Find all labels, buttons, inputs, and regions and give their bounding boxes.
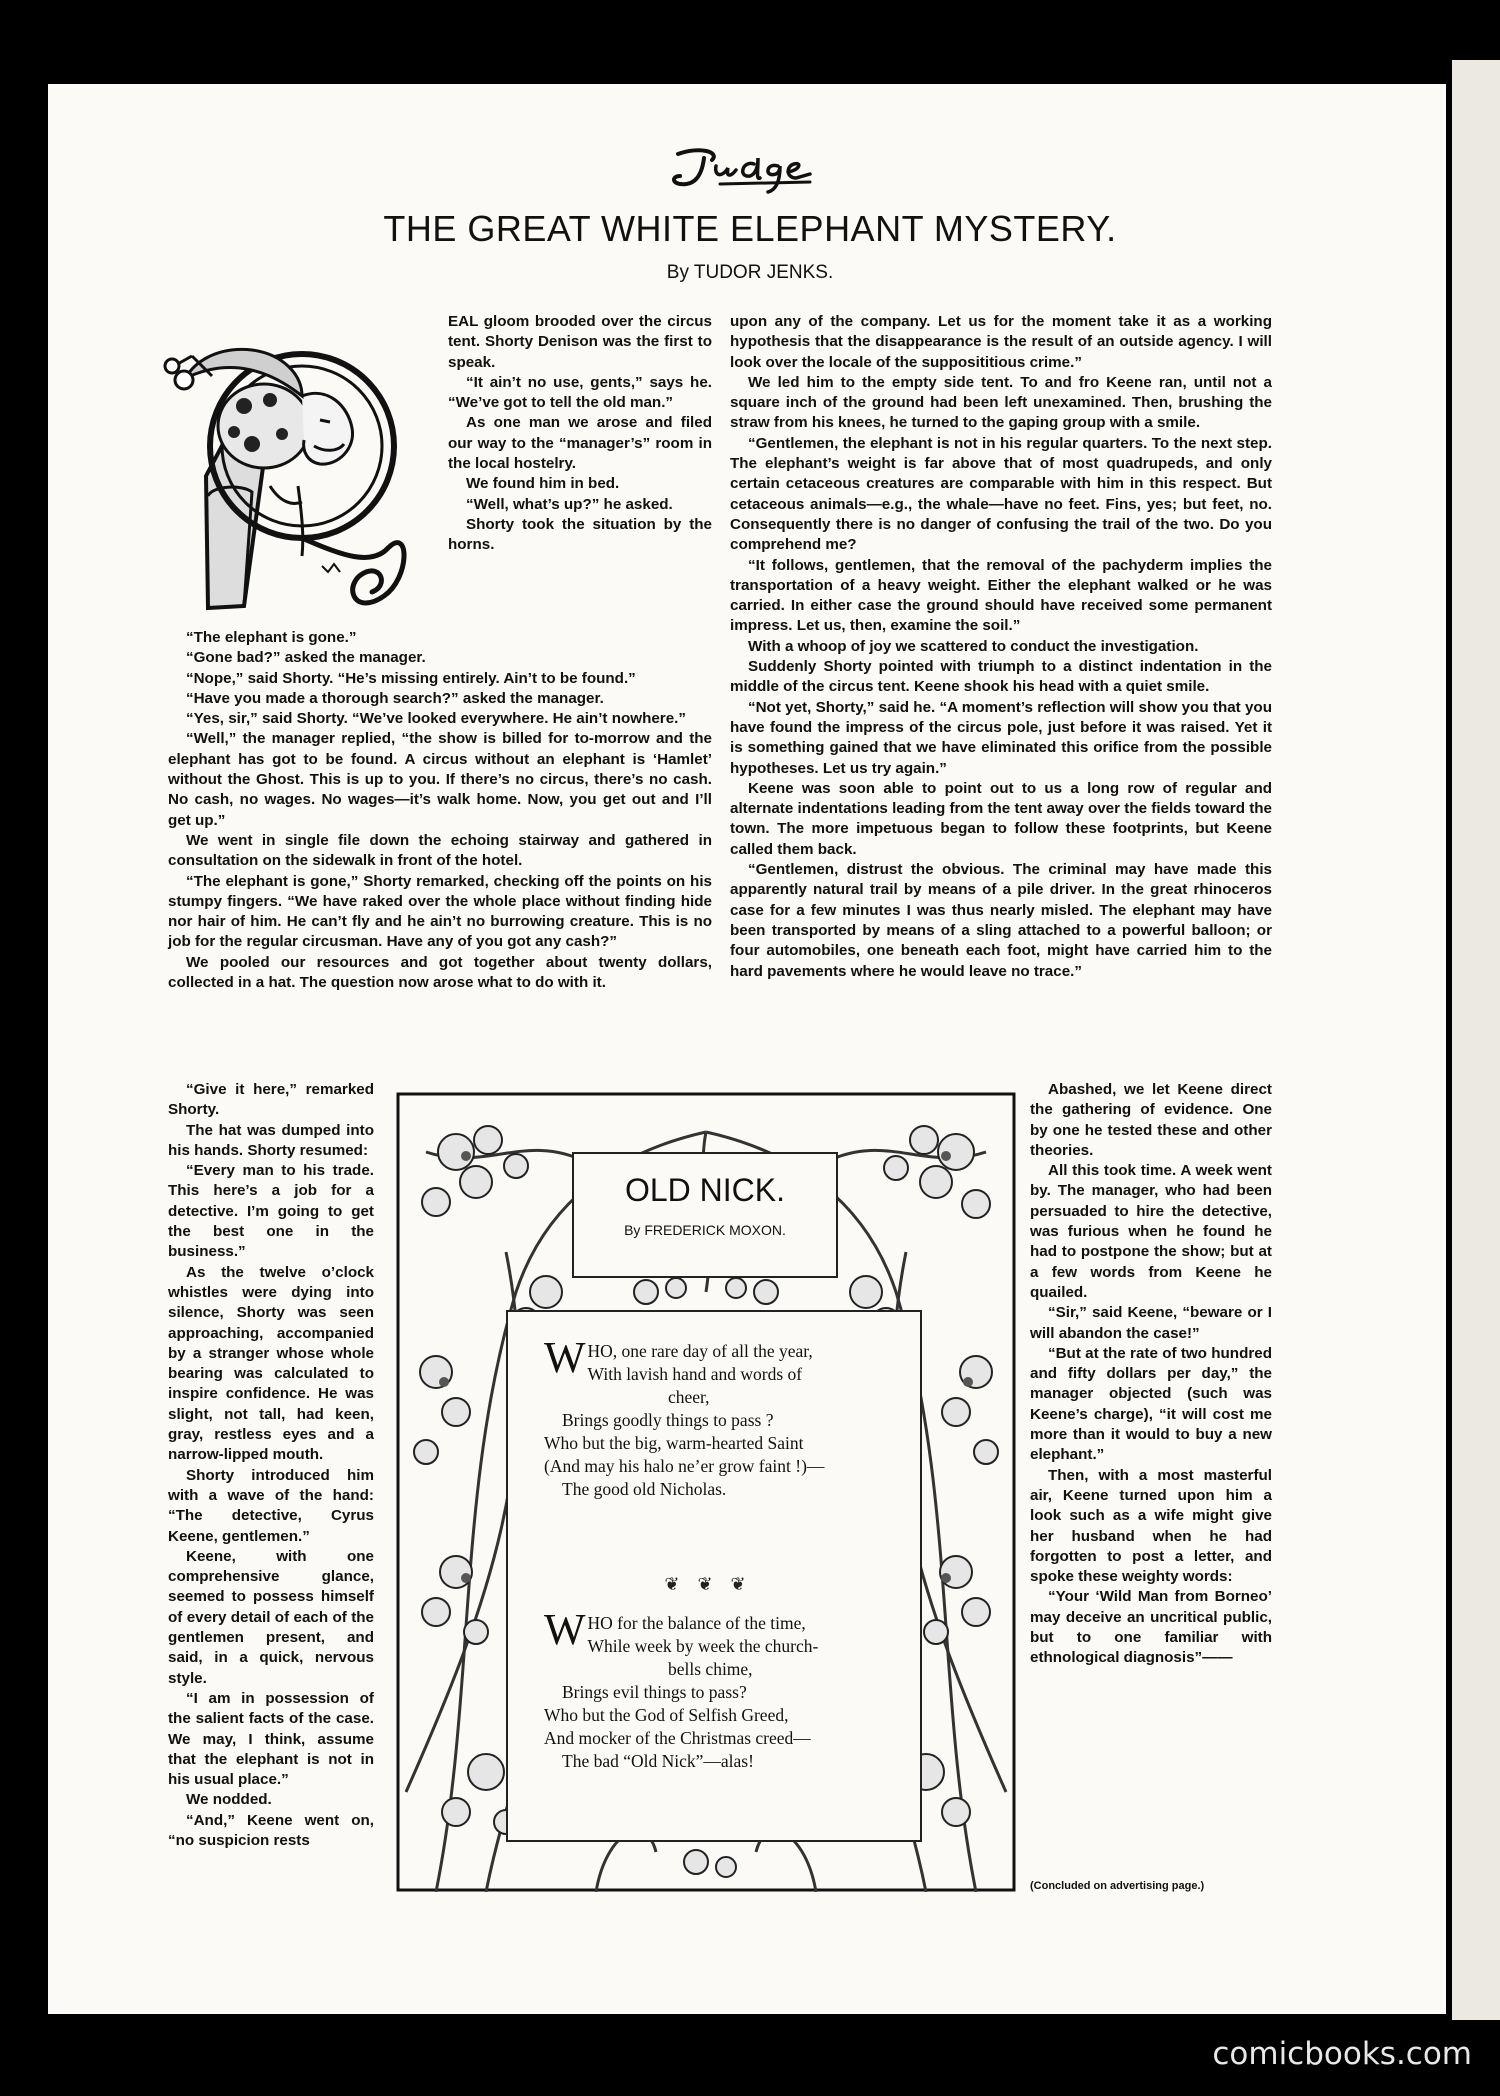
poem-line: While week by week the church- (587, 1636, 819, 1656)
paragraph: Keene was soon able to point out to us a long row of regular and alternate indentations leading from the tent away over the fields toward the town. The more impetuous began to follow these footprints, but Keene called them back. (730, 779, 1272, 858)
paragraph: “Have you made a thorough search?” asked the manager. (186, 689, 604, 707)
poem-illustrated-frame (396, 1092, 1016, 1892)
paragraph: We led him to the empty side tent. To and fro Keene ran, until not a square inch of the ground had been left unexamined. Then, brushing the straw from his knees, he turned to the gaping group with a smile. (730, 373, 1272, 432)
paragraph: “Gone bad?” asked the manager. (186, 649, 426, 667)
source-watermark: comicbooks.com (1212, 2036, 1472, 2072)
paragraph: Shorty took the situation by the horns. (448, 515, 712, 554)
poem-line: Brings evil things to pass? (562, 1682, 747, 1702)
article-column-left-narrow (168, 1080, 374, 1851)
poem-line: The bad “Old Nick”—alas! (562, 1751, 754, 1771)
poem-line: cheer, (668, 1387, 710, 1407)
poem-stanza-1 (544, 1333, 894, 1501)
paragraph: “Yes, sir,” said Shorty. “We’ve looked everywhere. He ain’t nowhere.” (186, 710, 686, 728)
poem-line: And mocker of the Christmas creed— (544, 1728, 811, 1748)
poem-text-box (506, 1310, 922, 1842)
paragraph: The hat was dumped into his hands. Shorty resumed: (168, 1121, 374, 1159)
paragraph: We pooled our resources and got together about twenty dollars, collected in a hat. The question now arose what to do with it. (168, 953, 712, 992)
article-title: THE GREAT WHITE ELEPHANT MYSTERY. (383, 208, 1117, 249)
judge-masthead-logo (660, 138, 830, 198)
stanza-initial: W (544, 1605, 586, 1654)
paragraph: “But at the rate of two hundred and fifty dollars per day,” the manager objected (such was Keene’s charge), “it will cost me more than it would to buy a new elephant.” (1030, 1344, 1272, 1464)
paragraph: We went in single file down the echoing stairway and gathered in consultation on the sidewalk in front of the hotel. (168, 831, 712, 870)
continuation-note: (Concluded on advertising page.) (1030, 1880, 1205, 1892)
poem-line: Who but the God of Selfish Greed, (544, 1705, 789, 1725)
paragraph: “Gentlemen, distrust the obvious. The criminal may have made this apparently natural trail by means of a pile driver. In the great rhinoceros case for a few minutes I was thus nearly misled. The elephant may have been transported by means of a sling attached to a powerful balloon; or four automobiles, one beneath each foot, might have carried him to the hard pavements where he would leave no trace.” (730, 861, 1272, 980)
paragraph: All this took time. A week went by. The manager, who had been persuaded to hire the detective, was furious when he found he had to postpone the show; but at a few words from Keene he quailed. (1030, 1162, 1272, 1301)
poem-line: Who but the big, warm-hearted Saint (544, 1433, 804, 1453)
paragraph: “Well,” the manager replied, “the show is billed for to-morrow and the elephant has got to be found. A circus without an elephant is ‘Hamlet’ without the Ghost. This is up to you. If there’s no circus, there’s no cash. No cash, no wages. No wages—it’s walk home. Now, you get out and I’ll get up.” (168, 730, 712, 829)
poem-line: The good old Nicholas. (562, 1479, 727, 1499)
paragraph: As one man we arose and filed our way to the “manager’s” room in the local hostelry. (448, 414, 712, 473)
paragraph: Shorty introduced him with a wave of the hand: “The detective, Cyrus Keene, gentlemen.” (168, 1466, 374, 1545)
facing-page-edge (1452, 60, 1500, 2020)
section-divider-ornament: ❦❦❦ (664, 1574, 764, 1594)
paragraph: upon any of the company. Let us for the moment take it as a working hypothesis that the disappearance is the result of an outside agency. I will look over the locale of the supposititious crime.” (730, 313, 1272, 371)
paragraph: Then, with a most masterful air, Keene turned upon him a look such as a wife might give her husband when he had forgotten to post a letter, and spoke these weighty words: (1030, 1466, 1272, 1586)
poem-line: WHO for the balance of the time, (544, 1605, 806, 1654)
paragraph: With a whoop of joy we scattered to conduct the investigation. (748, 637, 1199, 655)
paragraph: “It ain’t no use, gents,” says he. “We’ve got to tell the old man.” (448, 373, 712, 412)
paragraph: “And,” Keene went on, “no suspicion rests (168, 1811, 374, 1849)
paragraph: “Not yet, Shorty,” said he. “A moment’s reflection will show you that you have found the impress of the circus pole, just before it was raised. Yet it is something gained that we have eliminated this orifice from the possible hypotheses. Let us try again.” (730, 698, 1272, 777)
paragraph: We found him in bed. (466, 475, 620, 493)
paragraph: Keene, with one comprehensive glance, seemed to possess himself of every detail of each of the gentlemen present, and said, in a quick, nervous style. (168, 1547, 374, 1687)
paragraph: As the twelve o’clock whistles were dying into silence, Shorty was seen approaching, accompanied by a stranger whose whole bearing was calculated to inspire confidence. He was slight, not tall, had keen, gray, restless eyes and a narrow-lipped mouth. (168, 1263, 374, 1464)
article-column-right-wide (730, 312, 1272, 982)
paragraph: “The elephant is gone.” (186, 629, 357, 646)
paragraph: “Nope,” said Shorty. “He’s missing entirely. Ain’t to be found.” (186, 669, 636, 687)
jester-dropcap-r-illustration (152, 316, 440, 622)
poem-title-box (572, 1152, 838, 1278)
paragraph: “The elephant is gone,” Shorty remarked, checking off the points on his stumpy fingers. “We have raked over the whole place without finding hide nor hair of him. He can’t fly and he ain’t no burrowing creature. This is no job for the regular circusman. Have any of you got any cash?” (168, 872, 712, 951)
paragraph: “Well, what’s up?” he asked. (466, 495, 673, 513)
paragraph: We nodded. (186, 1791, 272, 1809)
paragraph: EAL gloom brooded over the circus tent. Shorty Denison was the first to speak. (448, 313, 712, 371)
paragraph: “Give it here,” remarked Shorty. (168, 1081, 374, 1119)
paragraph: “I am in possession of the salient facts of the case. We may, I think, assume that the elephant is not in his usual place.” (168, 1689, 374, 1789)
poem-line: Brings goodly things to pass ? (562, 1410, 774, 1430)
paragraph: “Every man to his trade. This here’s a job for a detective. I’m going to get the best one in the business.” (168, 1162, 374, 1261)
poem-line: bells chime, (668, 1659, 753, 1679)
article-byline: By TUDOR JENKS. (666, 262, 834, 283)
poem-line: With lavish hand and words of (587, 1364, 803, 1384)
paragraph: Abashed, we let Keene direct the gathering of evidence. One by one he tested these and other theories. (1030, 1081, 1272, 1159)
poem-author: By FREDERICK MOXON. (624, 1222, 786, 1238)
poem-line: (And may his halo ne’er grow faint !)— (544, 1456, 825, 1476)
paragraph: “Sir,” said Keene, “beware or I will abandon the case!” (1030, 1304, 1272, 1342)
poem-stanza-2 (544, 1605, 894, 1773)
stanza-initial: W (544, 1333, 586, 1382)
paragraph: Suddenly Shorty pointed with triumph to a distinct indentation in the middle of the circus tent. Keene shook his head with a quiet smile. (730, 658, 1272, 696)
paragraph: “Gentlemen, the elephant is not in his regular quarters. To the next step. The elephant’s weight is far above that of most quadrupeds, and only certain cetaceous creatures are comparable with him in this respect. But cetaceous animals—e.g., the whale—have no feet. Fins, yes; but feet, no. Consequently there is no danger of confusing the trail of the two. Do you comprehend me? (730, 434, 1272, 554)
article-column-intro (448, 312, 712, 556)
article-column-right-narrow (1030, 1080, 1272, 1669)
paragraph: “Your ‘Wild Man from Borneo’ may deceive an uncritical public, but to one familiar with ethnological diagnosis”—— (1030, 1588, 1272, 1667)
poem-line: WHO, one rare day of all the year, (544, 1333, 813, 1382)
poem-title: OLD NICK. (624, 1172, 786, 1208)
paragraph: “It follows, gentlemen, that the removal of the pachyderm implies the transportation of a heavy weight. Either the elephant walked or he was carried. In either case the ground should have received some permanent impress. Let us, then, examine the soil.” (730, 556, 1272, 635)
article-column-left-wide (168, 628, 712, 993)
